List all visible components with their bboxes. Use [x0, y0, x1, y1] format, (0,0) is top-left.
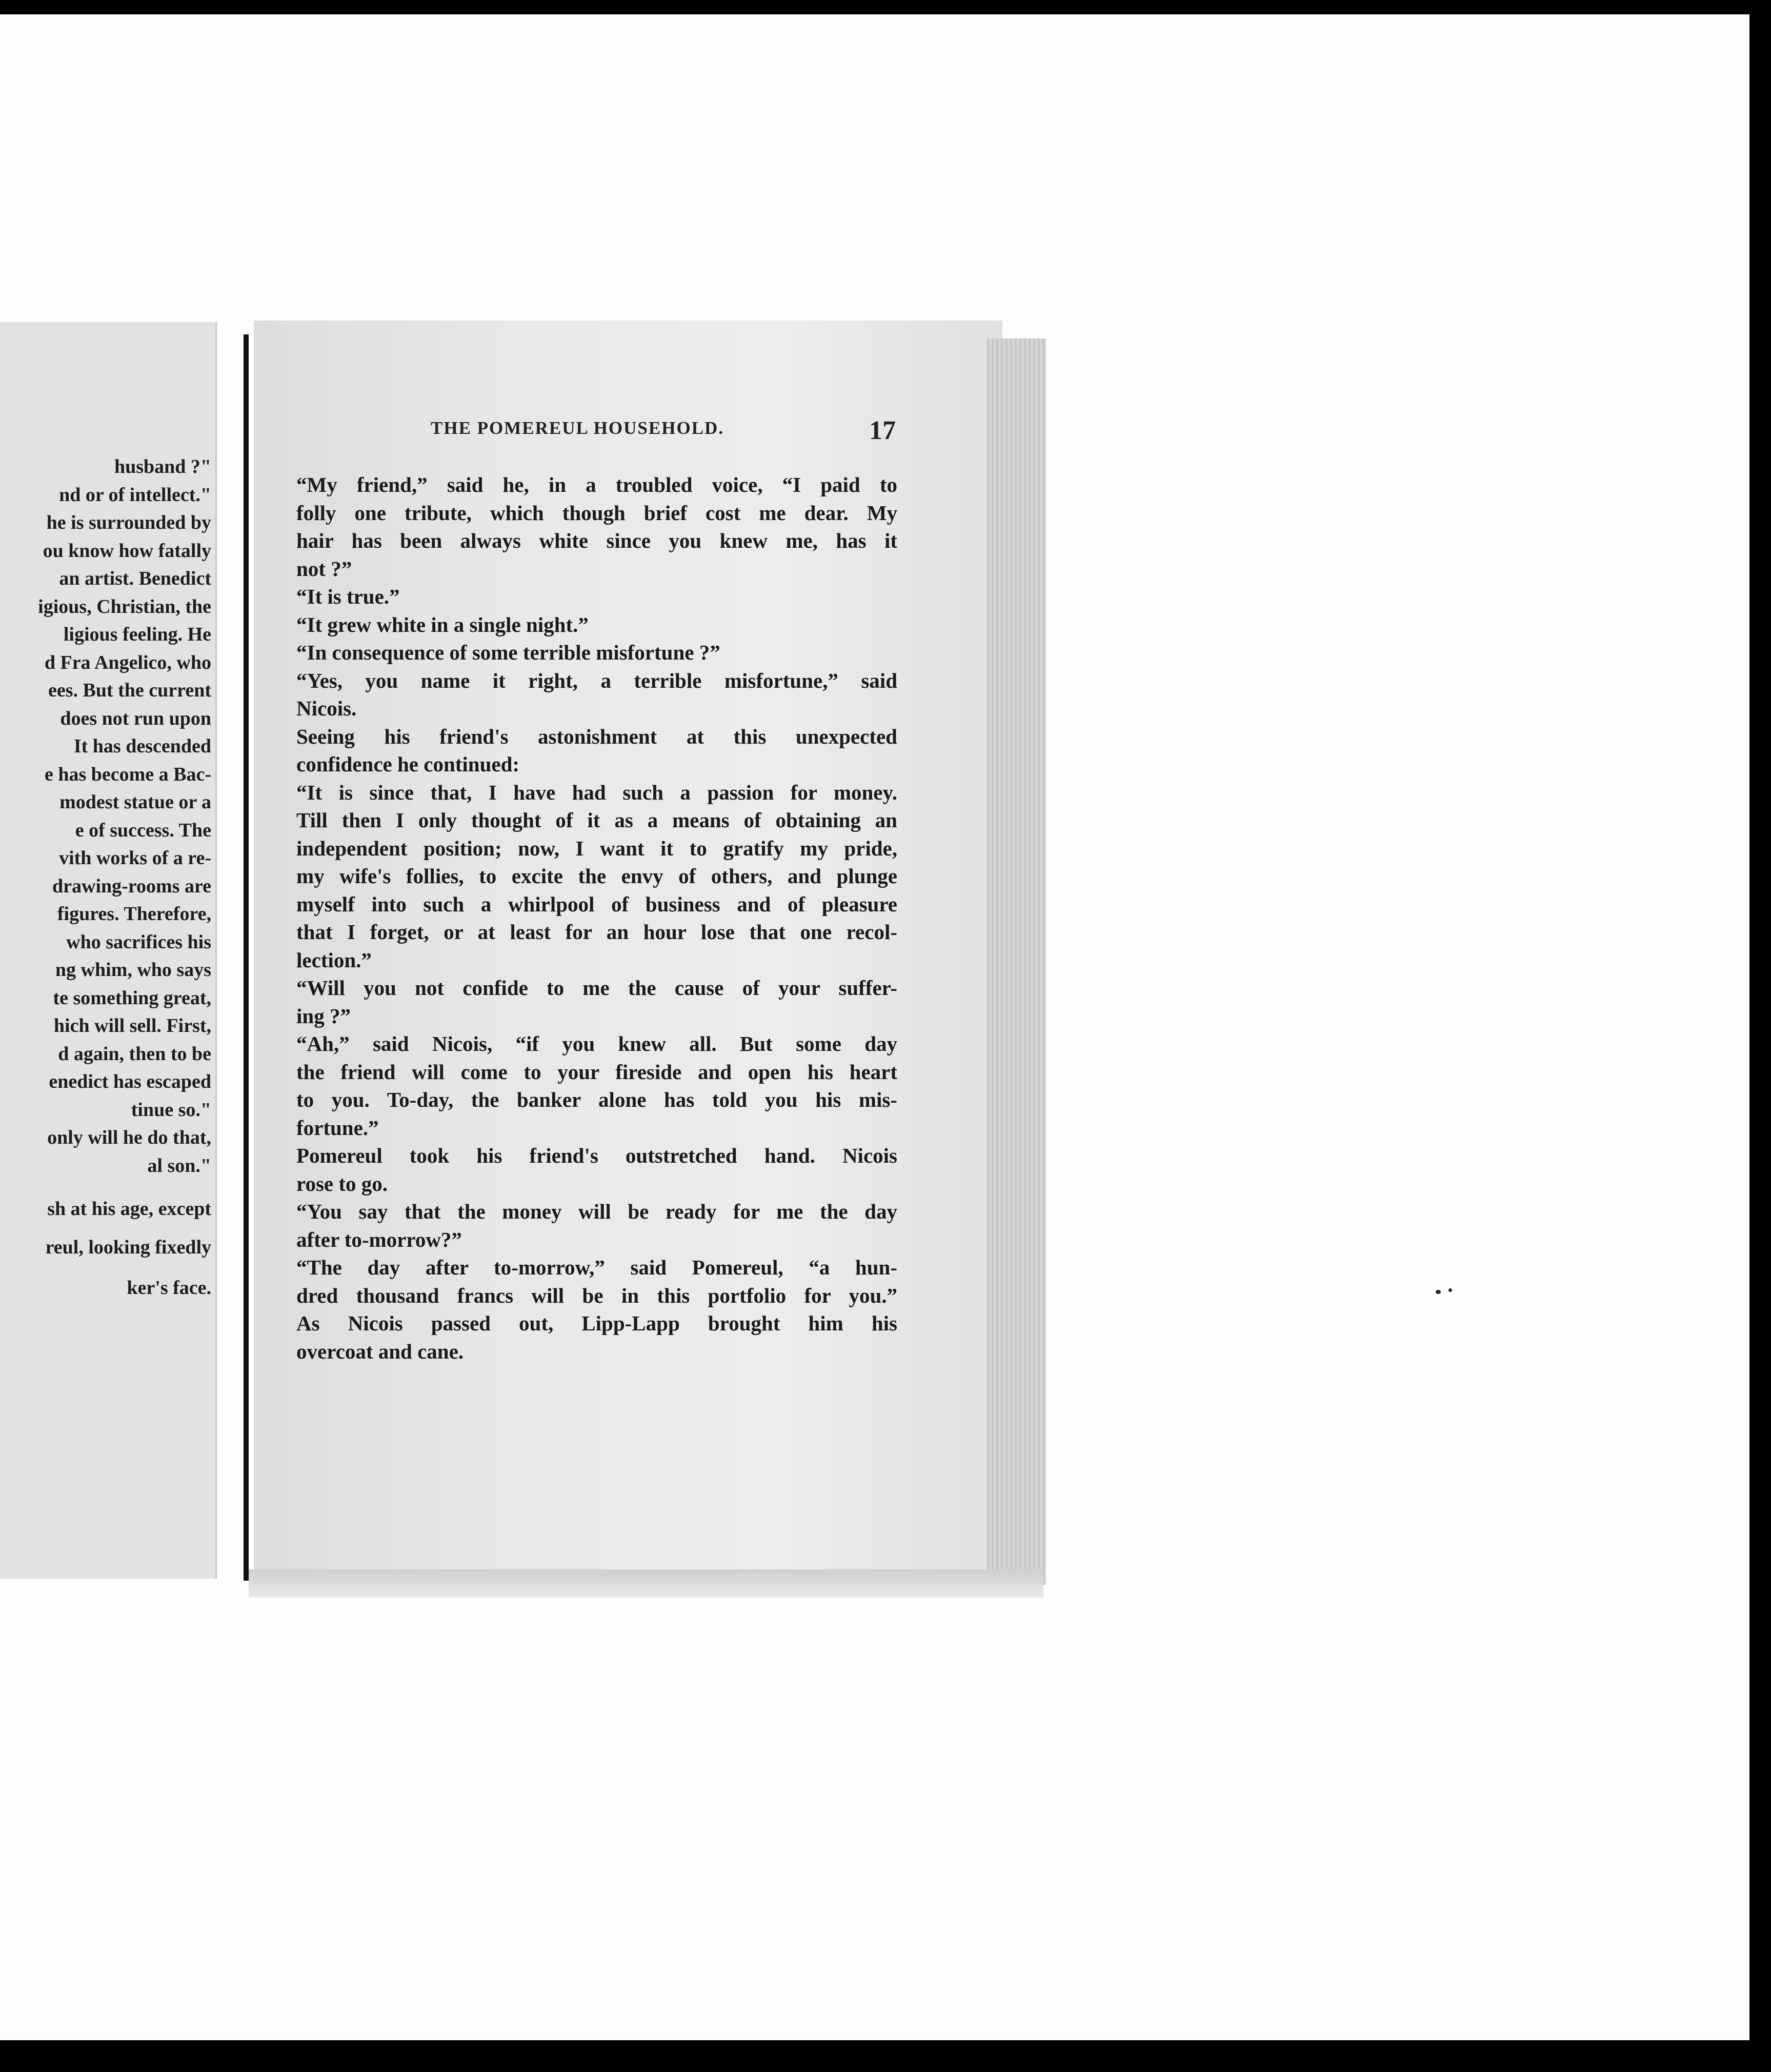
- paragraph: [282, 974, 897, 1030]
- left-page-line: ou know how fatally: [43, 540, 211, 562]
- text-line: Seeing his friend's astonishment at this unexpected: [296, 724, 897, 748]
- left-page-line: ng whim, who says: [55, 959, 211, 981]
- body-text: [282, 471, 897, 1365]
- book-gutter: [244, 334, 249, 1581]
- text-line: “My friend,” said he, in a troubled voice, “I paid to: [296, 473, 897, 496]
- left-page-line: d Fra Angelico, who: [44, 651, 211, 673]
- paragraph: [282, 779, 897, 974]
- left-page-line: does not run upon: [60, 707, 211, 729]
- text-line: “It is since that, I have had such a passion for money.: [296, 780, 897, 804]
- text-line: “You say that the money will be ready for me the day: [296, 1200, 897, 1223]
- text-line: my wife's follies, to excite the envy of others, and plunge: [296, 864, 897, 888]
- page-number: 17: [869, 416, 896, 445]
- left-page-line: d again, then to be: [58, 1043, 211, 1065]
- paragraph: [282, 1142, 897, 1198]
- left-page-line: drawing-rooms are: [52, 875, 211, 897]
- scan-border-bottom: [0, 2040, 1771, 2072]
- text-line: to you. To-day, the banker alone has told you his mis-: [296, 1088, 897, 1111]
- text-line: Pomereul took his friend's outstretched hand. Nicois: [296, 1144, 897, 1167]
- text-line: fortune.”: [296, 1115, 379, 1140]
- left-page-line: he is surrounded by: [46, 512, 211, 533]
- left-page-line: al son.": [147, 1154, 211, 1177]
- left-page-line: husband ?": [114, 456, 211, 477]
- text-line: dred thousand francs will be in this portfolio for you.”: [296, 1283, 897, 1307]
- left-page-line: te something great,: [53, 987, 211, 1009]
- text-line: As Nicois passed out, Lipp-Lapp brought him his: [296, 1311, 897, 1335]
- text-line: myself into such a whirlpool of business and of pleasure: [296, 892, 897, 916]
- text-line: “It grew white in a single night.”: [296, 612, 589, 636]
- text-line: Nicois.: [296, 696, 357, 720]
- text-line: confidence he continued:: [296, 752, 520, 776]
- left-page-line: who sacrifices his: [66, 931, 211, 953]
- text-line: rose to go.: [296, 1171, 388, 1196]
- paragraph: [282, 611, 897, 639]
- text-line: folly one tribute, which though brief cost me dear. My: [296, 501, 897, 525]
- running-head: THE POMEREUL HOUSEHOLD.: [431, 418, 724, 438]
- left-page-line: ligious feeling. He: [63, 624, 211, 645]
- text-line: that I forget, or at least for an hour lose that one recol-: [296, 920, 897, 944]
- left-page-line: an artist. Benedict: [59, 568, 211, 589]
- text-line: the friend will come to your fireside and open his heart: [296, 1060, 897, 1084]
- paragraph: [282, 723, 897, 779]
- left-page-line: sh at his age, except: [47, 1198, 211, 1220]
- paragraph: [282, 583, 897, 611]
- left-page-line: igious, Christian, the: [38, 595, 211, 617]
- scan-speck: [1436, 1290, 1441, 1294]
- left-page-line: enedict has escaped: [49, 1071, 211, 1092]
- scan-border-right: [1749, 0, 1771, 2072]
- paragraph: [282, 1309, 897, 1365]
- scan-speck: [1448, 1288, 1452, 1292]
- text-line: lection.”: [296, 948, 372, 972]
- text-line: Till then I only thought of it as a means of obtaining an: [296, 808, 897, 832]
- text-line: not ?”: [296, 556, 352, 581]
- paragraph: [282, 471, 897, 583]
- left-page-line: modest statue or a: [59, 791, 211, 813]
- text-line: ing ?”: [296, 1004, 351, 1028]
- left-page-line: vith works of a re-: [59, 847, 211, 869]
- left-page-line: figures. Therefore,: [57, 903, 211, 925]
- text-line: “In consequence of some terrible misfortune ?”: [296, 641, 720, 664]
- text-line: “The day after to-morrow,” said Pomereul, “a hun-: [296, 1256, 897, 1279]
- paragraph: [282, 1253, 897, 1309]
- text-line: “Ah,” said Nicois, “if you knew all. But some day: [296, 1032, 897, 1055]
- left-page-line: ker's face.: [127, 1277, 211, 1299]
- text-line: “Yes, you name it right, a terrible misfortune,” said: [296, 668, 897, 692]
- paragraph: [282, 1030, 897, 1142]
- left-page-line: It has descended: [73, 735, 211, 757]
- text-line: hair has been always white since you knew me, has it: [296, 529, 897, 552]
- text-line: after to-morrow?”: [296, 1227, 462, 1251]
- left-page-line: only will he do that,: [47, 1127, 211, 1148]
- text-line: “It is true.”: [296, 585, 400, 608]
- left-page-line: e of success. The: [75, 819, 211, 841]
- left-page: [0, 322, 217, 1579]
- page-fore-edge: [987, 338, 1046, 1585]
- paragraph: [282, 639, 897, 667]
- paragraph: [282, 667, 897, 723]
- left-page-line: e has become a Bac-: [44, 763, 211, 785]
- paragraph: [282, 1198, 897, 1253]
- left-page-line: tinue so.": [131, 1099, 211, 1121]
- left-page-line: nd or of intellect.": [59, 484, 211, 506]
- left-page-line: ees. But the current: [48, 680, 211, 701]
- text-line: overcoat and cane.: [296, 1339, 464, 1363]
- page-bottom-edge: [249, 1569, 1043, 1598]
- left-page-line: hich will sell. First,: [53, 1015, 211, 1037]
- left-page-line: reul, looking fixedly: [45, 1236, 211, 1258]
- text-line: independent position; now, I want it to gratify my pride,: [296, 836, 897, 860]
- text-line: “Will you not confide to me the cause of your suffer-: [296, 976, 897, 1000]
